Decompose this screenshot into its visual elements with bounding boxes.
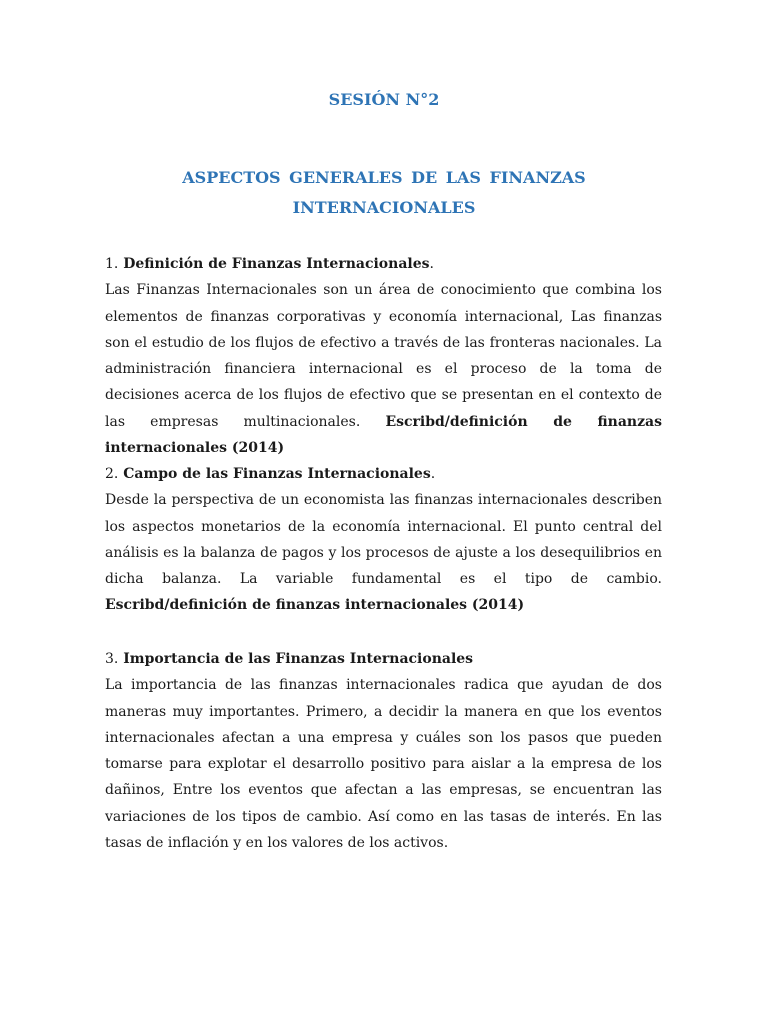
section-heading xyxy=(105,461,662,487)
section-paragraph xyxy=(105,487,662,618)
section-heading xyxy=(105,251,662,277)
section-citation: Escribd/definición de finanzas internacionales (2014) xyxy=(105,413,662,457)
section-number: 1. xyxy=(105,256,119,272)
section-heading-suffix: . xyxy=(430,466,436,482)
section-definicion xyxy=(105,251,662,461)
section-citation: Escribd/definición de finanzas internacionales (2014) xyxy=(105,597,525,614)
section-paragraph xyxy=(105,277,662,461)
section-heading xyxy=(105,646,662,672)
section-importancia xyxy=(105,646,662,856)
section-body: La importancia de las finanzas internacionales radica que ayudan de dos maneras muy importantes. Primero, a decidir la manera en que los eventos internacionales afectan a una empresa y cuáles son los pasos que pueden tomarse para explotar el desarrollo positivo para aislar a la empresa de los dañinos, Entre los eventos que afectan a las empresas, se encuentran las variaciones de los tipos de cambio. Así como en las tasas de interés. En las tasas de inflación y en los valores de los activos. xyxy=(105,677,662,852)
section-heading-suffix: . xyxy=(429,256,434,272)
document-title: ASPECTOS GENERALES DE LAS FINANZAS INTERNACIONALES xyxy=(182,168,586,217)
section-paragraph xyxy=(105,672,662,856)
section-heading-text: Campo de las Finanzas Internacionales xyxy=(123,466,431,482)
section-heading-text: Importancia de las Finanzas Internacionales xyxy=(123,651,474,667)
session-title: SESIÓN N°2 xyxy=(328,90,440,109)
section-number: 2. xyxy=(105,466,119,482)
section-body: Desde la perspectiva de un economista las finanzas internacionales describen los aspectos monetarios de la economía internacional. El punto central del análisis es la balanza de pagos y los procesos de ajuste a los desequilibrios en dicha balanza. La variable fundamental es el tipo de cambio. xyxy=(105,492,662,588)
section-campo xyxy=(105,461,662,619)
section-heading-text: Definición de Finanzas Internacionales xyxy=(123,256,430,272)
section-body: Las Finanzas Internacionales son un área de conocimiento que combina los elementos de finanzas corporativas y economía internacional, Las finanzas son el estudio de los flujos de efectivo a través de las fronteras nacionales. La administración financiera internacional es el proceso de la toma de decisiones acerca de los flujos de efectivo que se presentan en el contexto de las empresas multinacionales. xyxy=(105,282,662,430)
section-number: 3. xyxy=(105,651,119,667)
